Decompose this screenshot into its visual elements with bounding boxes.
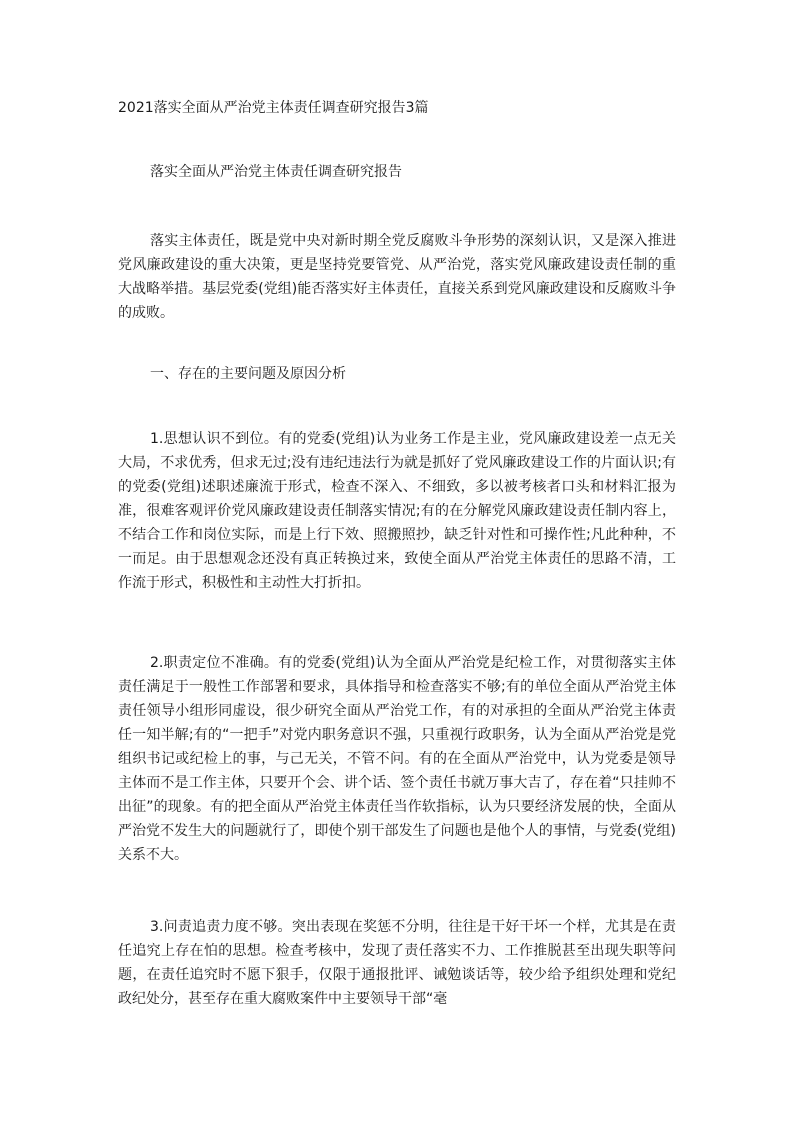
- report-subtitle: 落实全面从严治党主体责任调查研究报告: [150, 164, 402, 180]
- body-paragraph: 1.思想认识不到位。有的党委(党组)认为业务工作是主业，党风廉政建设差一点无关大局，不求优秀，但求无过;没有违纪违法行为就是抓好了党风廉政建设工作的片面认识;有的党委(党组)述职述廉流于形式，检查不深入、不细致，多以被考核者口头和材料汇报为准，很难客观评价党风廉政建设责任制落实情况;有的在分解党风廉政建设责任制内容上，不结合工作和岗位实际，而是上行下效、照搬照抄，缺乏针对性和可操作性;凡此种种，不一而足。由于思想观念还没有真正转换过来，致使全面从严治党主体责任的思路不清，工作流于形式，积极性和主动性大打折扣。: [118, 431, 676, 591]
- document-title: 2021落实全面从严治党主体责任调查研究报告3篇: [118, 100, 429, 116]
- intro-paragraph: 落实主体责任，既是党中央对新时期全党反腐败斗争形势的深刻认识，又是深入推进党风廉政建设的重大决策，更是坚持党要管党、从严治党，落实党风廉政建设责任制的重大战略举措。基层党委(党组)能否落实好主体责任，直接关系到党风廉政建设和反腐败斗争的成败。: [118, 233, 676, 321]
- body-paragraph: 3.问责追责力度不够。突出表现在奖惩不分明，往往是干好干坏一个样，尤其是在责任追究上存在怕的思想。检查考核中，发现了责任落实不力、工作推脱甚至出现失职等问题，在责任追究时不愿下狠手，仅限于通报批评、诫勉谈话等，较少给予组织处理和党纪政纪处分，甚至存在重大腐败案件中主要领导干部“毫: [118, 919, 676, 1007]
- section-heading: 一、存在的主要问题及原因分析: [150, 366, 346, 382]
- body-paragraph: 2.职责定位不准确。有的党委(党组)认为全面从严治党是纪检工作，对贯彻落实主体责任满足于一般性工作部署和要求，具体指导和检查落实不够;有的单位全面从严治党主体责任领导小组形同虚设，很少研究全面从严治党工作，有的对承担的全面从严治党主体责任一知半解;有的“一把手”对党内职务意识不强，只重视行政职务，认为全面从严治党是党组织书记或纪检上的事，与己无关，不管不问。有的在全面从严治党中，认为党委是领导主体而不是工作主体，只要开个会、讲个话、签个责任书就万事大吉了，存在着“只挂帅不出征”的现象。有的把全面从严治党主体责任当作软指标，认为只要经济发展的快，全面从严治党不发生大的问题就行了，即使个别干部发生了问题也是他个人的事情，与党委(党组)关系不大。: [118, 655, 676, 863]
